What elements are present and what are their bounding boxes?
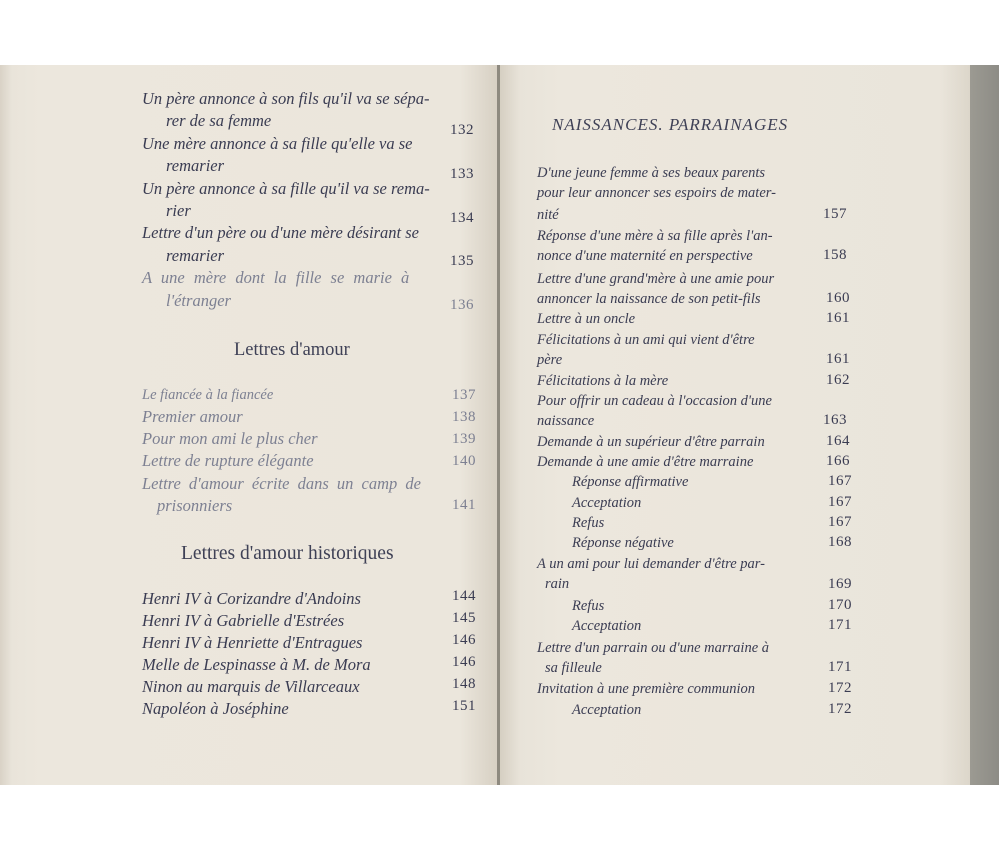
page-number: 151 — [452, 698, 476, 714]
page-number: 163 — [823, 412, 847, 428]
page-number: 134 — [450, 210, 474, 226]
toc-entry-line: Pour offrir un cadeau à l'occasion d'une — [537, 393, 772, 409]
page-number: 136 — [450, 297, 474, 313]
page-number: 167 — [828, 473, 852, 489]
page-number: 137 — [452, 387, 476, 403]
page-number: 160 — [826, 290, 850, 306]
toc-entry-line: Le fiancée à la fiancée — [142, 387, 274, 403]
toc-entry-line: prisonniers — [157, 496, 233, 515]
toc-entry-line: rer de sa femme — [166, 111, 272, 130]
toc-entry-line: Un père annonce à son fils qu'il va se sépa- — [142, 89, 430, 108]
toc-entry-line: Henri IV à Corizandre d'Andoins — [142, 589, 361, 608]
page-number: 148 — [452, 676, 476, 692]
toc-entry-line: Réponse d'une mère à sa fille après l'an- — [537, 228, 773, 244]
toc-entry-line: Lettre de rupture élégante — [142, 451, 314, 470]
page-number: 164 — [826, 433, 850, 449]
page-number: 144 — [452, 588, 476, 604]
toc-entry-line: naissance — [537, 413, 595, 429]
left-page — [0, 65, 497, 785]
toc-entry-line: Lettre d'amour écrite dans un camp de — [142, 474, 421, 493]
toc-entry-line: nonce d'une maternité en perspective — [537, 248, 753, 264]
right-page — [500, 65, 970, 785]
page-number: 166 — [826, 453, 850, 469]
toc-entry-line: annoncer la naissance de son petit-fils — [537, 291, 761, 307]
toc-entry-line: nité — [537, 207, 559, 223]
toc-entry-line: l'étranger — [166, 291, 231, 310]
toc-entry-line: sa filleule — [545, 660, 602, 676]
toc-entry-line: Lettre à un oncle — [537, 311, 636, 327]
toc-entry-line: Réponse négative — [572, 535, 674, 551]
background-surface — [970, 65, 999, 785]
toc-entry-line: Lettre d'une grand'mère à une amie pour — [537, 271, 775, 287]
toc-entry-line: Napoléon à Joséphine — [142, 699, 289, 718]
page-number: 138 — [452, 409, 476, 425]
toc-entry-line: Félicitations à la mère — [537, 373, 669, 389]
section-heading-amour: Lettres d'amour — [234, 340, 350, 360]
toc-entry-line: Pour mon ami le plus cher — [142, 429, 318, 448]
page-number: 140 — [452, 453, 476, 469]
toc-entry-line: Refus — [572, 515, 605, 531]
page-number: 171 — [828, 617, 852, 633]
page-number: 158 — [823, 247, 847, 263]
page-number: 146 — [452, 654, 476, 670]
toc-entry-line: Refus — [572, 598, 605, 614]
toc-entry-line: remarier — [166, 246, 225, 265]
toc-entry-line: Lettre d'un parrain ou d'une marraine à — [537, 640, 770, 656]
page-number: 132 — [450, 122, 474, 138]
toc-entry-line: rain — [545, 576, 570, 592]
page-number: 139 — [452, 431, 476, 447]
toc-entry-line: Acceptation — [572, 618, 642, 634]
section-heading-naissances: NAISSANCES. PARRAINAGES — [552, 115, 789, 134]
page-number: 141 — [452, 497, 476, 513]
toc-entry-line: Félicitations à un ami qui vient d'être — [537, 332, 755, 348]
page-number: 161 — [826, 310, 850, 326]
toc-entry-line: A un ami pour lui demander d'être par- — [537, 556, 765, 572]
book-spread — [0, 65, 999, 785]
toc-entry-line: Lettre d'un père ou d'une mère désirant se — [142, 223, 419, 242]
page-number: 167 — [828, 494, 852, 510]
toc-entry-line: Invitation à une première communion — [537, 681, 755, 697]
toc-entry-line: père — [537, 352, 563, 368]
toc-entry-line: Henri IV à Henriette d'Entragues — [142, 633, 363, 652]
toc-entry-line: Acceptation — [572, 495, 642, 511]
page-number: 172 — [828, 701, 852, 717]
toc-entry-line: Premier amour — [142, 407, 243, 426]
page-number: 146 — [452, 632, 476, 648]
page-number: 172 — [828, 680, 852, 696]
page-number: 133 — [450, 166, 474, 182]
page-number: 170 — [828, 597, 852, 613]
page-number: 157 — [823, 206, 847, 222]
page-number: 167 — [828, 514, 852, 530]
toc-entry-line: Réponse affirmative — [572, 474, 689, 490]
page-number: 168 — [828, 534, 852, 550]
toc-entry-line: Melle de Lespinasse à M. de Mora — [142, 655, 371, 674]
toc-entry-line: Demande à un supérieur d'être parrain — [537, 434, 765, 450]
toc-entry-line: Demande à une amie d'être marraine — [537, 454, 754, 470]
toc-entry-line: A une mère dont la fille se marie à — [142, 268, 410, 287]
toc-entry-line: Une mère annonce à sa fille qu'elle va se — [142, 134, 413, 153]
toc-entry-line: Acceptation — [572, 702, 642, 718]
toc-entry-line: pour leur annoncer ses espoirs de mater- — [537, 185, 776, 201]
toc-entry-line: Un père annonce à sa fille qu'il va se rema- — [142, 179, 430, 198]
page-number: 171 — [828, 659, 852, 675]
toc-entry-line: Ninon au marquis de Villarceaux — [142, 677, 360, 696]
page-number: 162 — [826, 372, 850, 388]
page-number: 169 — [828, 576, 852, 592]
toc-entry-line: rier — [166, 201, 191, 220]
page-number: 145 — [452, 610, 476, 626]
section-heading-historiques: Lettres d'amour historiques — [181, 543, 394, 564]
toc-entry-line: remarier — [166, 156, 225, 175]
toc-entry-line: Henri IV à Gabrielle d'Estrées — [142, 611, 345, 630]
page-number: 135 — [450, 253, 474, 269]
page-number: 161 — [826, 351, 850, 367]
toc-entry-line: D'une jeune femme à ses beaux parents — [537, 165, 766, 181]
